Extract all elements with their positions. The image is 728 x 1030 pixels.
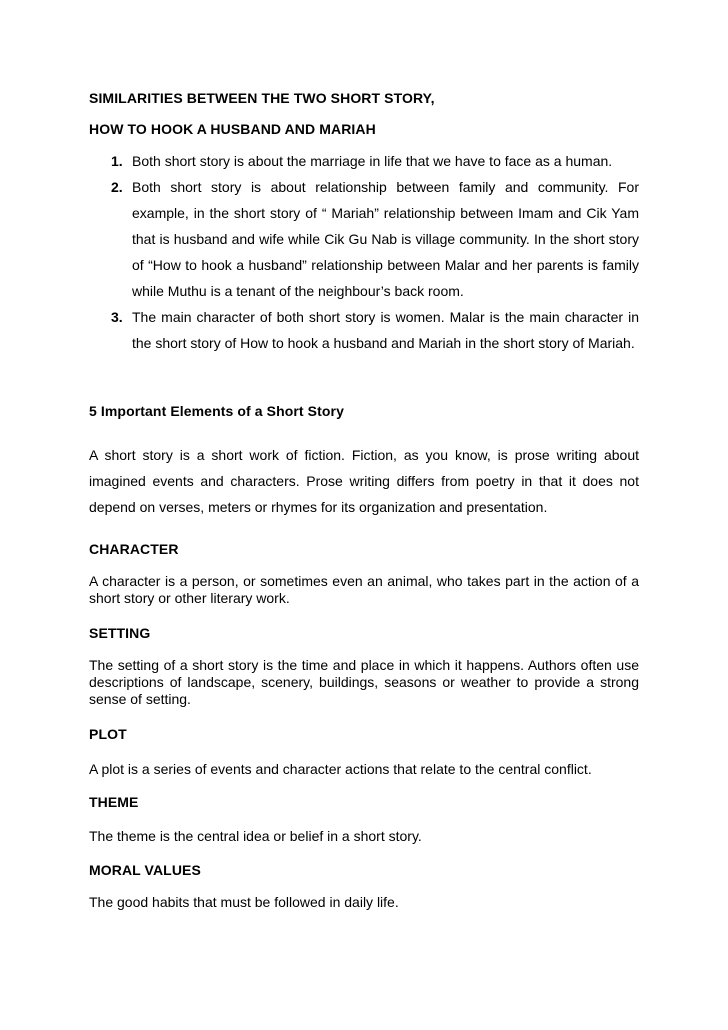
plot-text: A plot is a series of events and character actions that relate to the central conflict. — [89, 761, 592, 777]
elements-title: 5 Important Elements of a Short Story — [89, 403, 344, 419]
similarities-title: SIMILARITIES BETWEEN THE TWO SHORT STORY, — [89, 90, 435, 106]
list-item — [89, 148, 639, 174]
list-item-text: Both short story is about relationship between family and community. For example, in the short story of “ Mariah” relationship between Imam and Cik Yam that is husband and wife while Cik Gu Nab is village community. In the short story of “How to hook a husband” relationship between Malar and her parents is family while Muthu is a tenant of the neighbour’s back room. — [132, 179, 639, 299]
list-number: 2. — [111, 179, 123, 195]
list-number: 1. — [111, 153, 123, 169]
elements-intro: A short story is a short work of fiction. Fiction, as you know, is prose writing about imagined events and characters. Prose writing differs from poetry in that it does not depend on verses, meters or rhymes for its organization and presentation. — [89, 447, 639, 515]
list-item — [89, 174, 639, 304]
list-item-text: The main character of both short story is women. Malar is the main character in the short story of How to hook a husband and Mariah in the short story of Mariah. — [132, 309, 639, 351]
moral-values-text: The good habits that must be followed in daily life. — [89, 894, 399, 910]
moral-values-heading: MORAL VALUES — [89, 862, 201, 878]
plot-heading: PLOT — [89, 726, 127, 742]
setting-text: The setting of a short story is the time and place in which it happens. Authors often use descriptions of landscape, scenery, buildings, seasons or weather to provide a strong sense of setting. — [89, 657, 639, 707]
character-heading: CHARACTER — [89, 541, 179, 557]
setting-heading: SETTING — [89, 625, 151, 641]
theme-text: The theme is the central idea or belief in a short story. — [89, 828, 422, 844]
list-item-text: Both short story is about the marriage in life that we have to face as a human. — [132, 153, 613, 169]
similarities-list — [89, 148, 639, 356]
list-number: 3. — [111, 309, 123, 325]
list-item — [89, 304, 639, 356]
character-text: A character is a person, or sometimes even an animal, who takes part in the action of a short story or other literary work. — [89, 573, 639, 606]
similarities-subtitle: HOW TO HOOK A HUSBAND AND MARIAH — [89, 121, 376, 137]
theme-heading: THEME — [89, 794, 139, 810]
